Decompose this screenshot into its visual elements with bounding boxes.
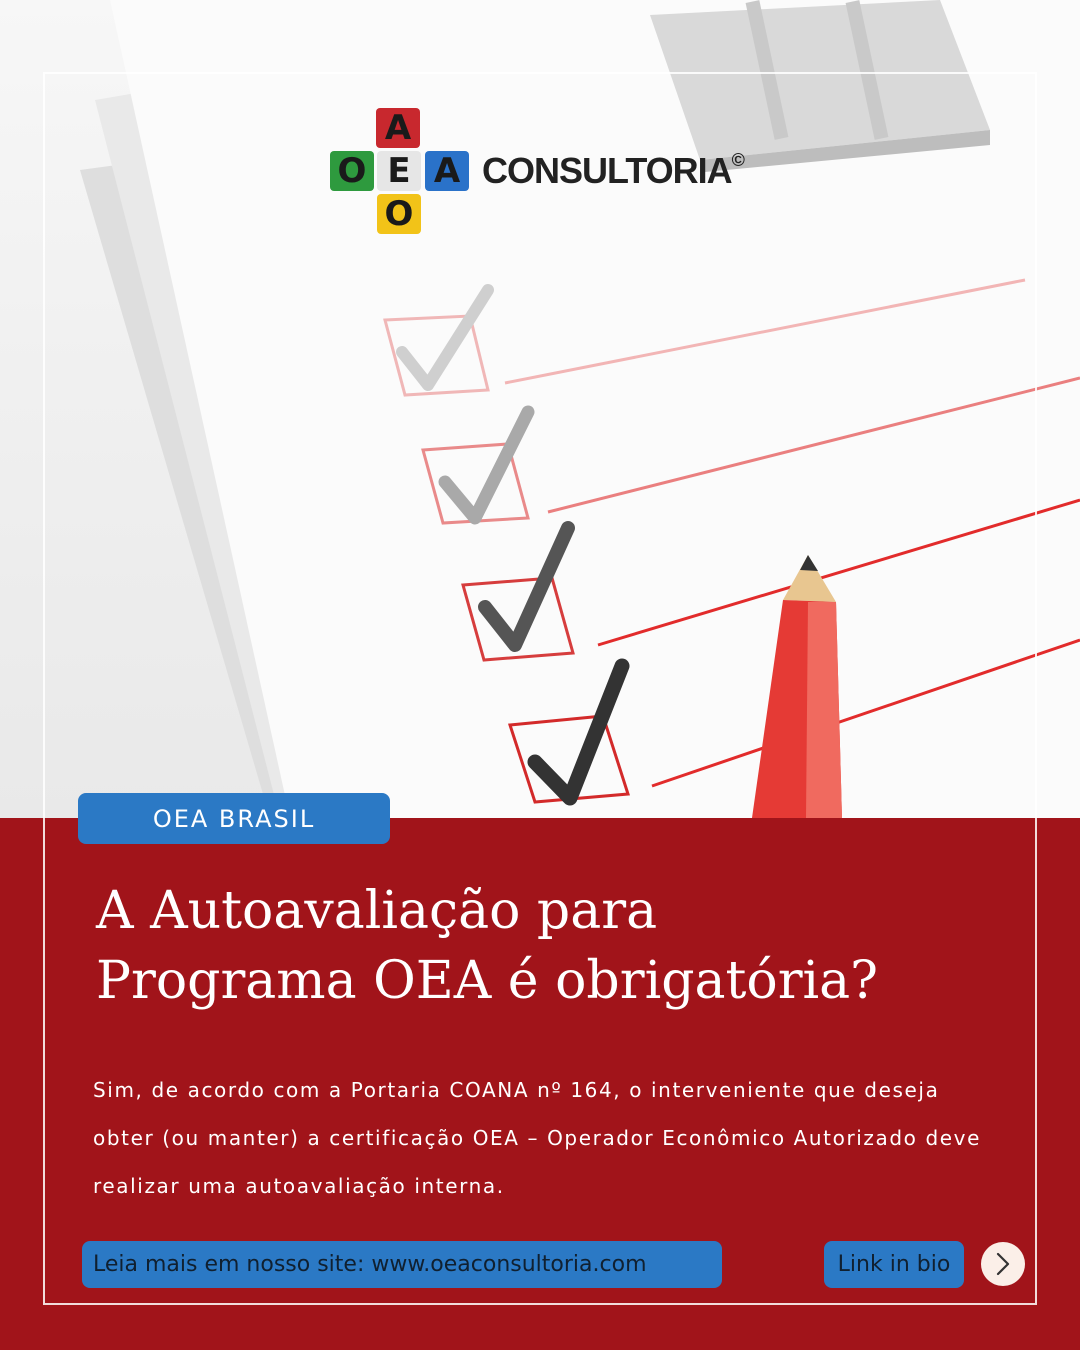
chevron-right-icon <box>992 1251 1014 1277</box>
logo-tile-o-left: O <box>330 151 374 191</box>
logo-tile-e-center: E <box>377 151 421 191</box>
link-in-bio-button[interactable]: Link in bio <box>824 1241 964 1288</box>
headline-line-1: A Autoavaliação para <box>96 881 658 941</box>
headline <box>96 876 996 1016</box>
next-slide-button[interactable] <box>981 1242 1025 1286</box>
logo-tile-a-top: A <box>376 108 420 148</box>
oea-consultoria-logo <box>330 108 760 236</box>
logo-tile-o-bottom: O <box>377 194 421 234</box>
body-text: Sim, de acordo com a Portaria COANA nº 164, o interveniente que deseja obter (ou manter) a certificação OEA – Operador Econômico Autorizado deve realizar uma autoavaliação interna. <box>93 1078 982 1198</box>
headline-line-2: Programa OEA é obrigatória? <box>96 951 879 1011</box>
category-tag: OEA BRASIL <box>78 793 390 844</box>
logo-tile-a-right: A <box>425 151 469 191</box>
logo-wordmark: CONSULTORIA© <box>482 150 744 191</box>
copyright-mark: © <box>731 150 744 170</box>
website-link[interactable]: Leia mais em nosso site: www.oeaconsultoria.com <box>82 1241 722 1288</box>
